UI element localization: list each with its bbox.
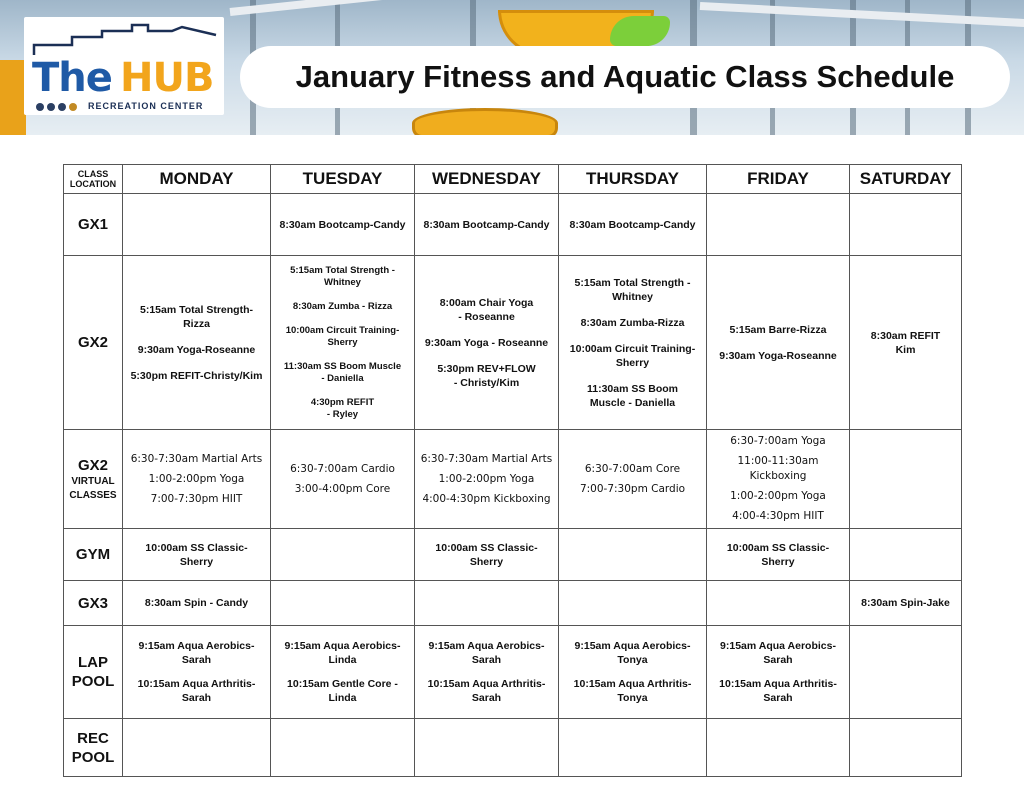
class-entry: 9:30am Yoga - Roseanne (424, 336, 549, 349)
schedule-cell (559, 626, 707, 719)
class-entry: 11:00-11:30am Kickboxing (737, 455, 819, 482)
class-entry: - Roseanne (458, 310, 515, 323)
class-list (415, 744, 558, 752)
class-entry: 5:15am Barre-Rizza (729, 323, 827, 336)
day-header-thursday: THURSDAY (559, 165, 707, 194)
class-entry: 10:00am SS Classic- (145, 541, 248, 554)
class-list (415, 214, 558, 236)
water-slide-graphic (412, 108, 558, 135)
schedule-cell (271, 626, 415, 719)
class-list (707, 744, 849, 752)
schedule-cell (271, 430, 415, 529)
hub-logo (24, 17, 224, 115)
location-cell (64, 430, 123, 529)
location-name: GX3 (77, 594, 108, 612)
class-list (559, 635, 706, 709)
schedule-cell (415, 626, 559, 719)
schedule-cell (123, 194, 271, 256)
class-entry: 8:30am REFIT (870, 329, 941, 342)
schedule-cell (271, 529, 415, 581)
schedule-cell (707, 194, 850, 256)
class-list (123, 744, 270, 752)
location-cell (64, 194, 123, 256)
logo-text-hub: HUB (120, 55, 214, 101)
class-list (123, 592, 270, 614)
class-entry: Linda (328, 692, 357, 704)
class-entry: Sarah (181, 692, 212, 704)
class-entry: 9:15am Aqua Aerobics- (720, 640, 836, 652)
schedule-cell (850, 626, 962, 719)
class-list (415, 537, 558, 573)
location-subtitle: VIRTUAL (71, 475, 115, 487)
class-entry: Tonya (617, 692, 648, 704)
schedule-row (64, 581, 962, 626)
class-entry: 6:30-7:00am Core (584, 462, 681, 475)
schedule-cell (559, 581, 707, 626)
schedule-cell (559, 719, 707, 777)
class-entry: 8:30am Bootcamp-Candy (569, 218, 696, 231)
class-entry: 10:15am Gentle Core - (287, 678, 398, 690)
class-entry: Sherry (615, 356, 650, 369)
class-list (707, 430, 849, 528)
location-name: GX1 (77, 216, 108, 233)
location-cell (64, 581, 123, 626)
schedule-cell (559, 430, 707, 529)
page-title: January Fitness and Aquatic Class Schedule (295, 59, 955, 94)
class-entry: Sarah (471, 654, 502, 666)
schedule-cell (559, 256, 707, 430)
location-name: GX2 (77, 334, 108, 351)
class-entry: 10:00am Circuit Training- (285, 324, 400, 336)
class-entry: Tonya (617, 654, 648, 666)
day-header-saturday: SATURDAY (850, 165, 962, 194)
class-entry: 10:15am Aqua Arthritis- (719, 678, 837, 690)
schedule-row (64, 626, 962, 719)
schedule-cell (707, 529, 850, 581)
schedule-cell (123, 256, 271, 430)
class-list (123, 299, 270, 387)
class-entry: 8:30am Zumba - Rizza (292, 300, 393, 312)
schedule-cell (850, 430, 962, 529)
schedule-cell (415, 256, 559, 430)
schedule-cell (271, 719, 415, 777)
class-entry: 5:15am Total Strength - (574, 276, 691, 289)
class-entry: 7:00-7:30pm Cardio (579, 482, 686, 495)
schedule-cell (559, 194, 707, 256)
class-list (707, 319, 849, 367)
header-banner (0, 0, 1024, 135)
table-header-row (64, 165, 962, 194)
location-cell (64, 256, 123, 430)
location-subtitle: CLASSES (69, 489, 117, 501)
location-name-line2: POOL (71, 673, 115, 690)
class-entry: 8:00am Chair Yoga (439, 296, 534, 309)
class-list (415, 635, 558, 709)
class-list (707, 537, 849, 573)
logo-badges (36, 103, 77, 111)
schedule-cell (850, 194, 962, 256)
schedule-row (64, 194, 962, 256)
class-entry: Linda (328, 654, 357, 666)
class-entry: Sarah (471, 692, 502, 704)
class-list (123, 537, 270, 573)
class-entry: 9:15am Aqua Aerobics- (284, 640, 401, 652)
class-entry: 6:30-7:30am Martial Arts (420, 452, 553, 465)
water-slide-graphic (610, 16, 670, 46)
schedule-cell (850, 256, 962, 430)
class-list (850, 668, 961, 676)
class-entry: 10:15am Aqua Arthritis- (137, 678, 256, 690)
schedule-cell (415, 194, 559, 256)
class-list (707, 635, 849, 709)
class-list (271, 214, 414, 236)
class-entry: 8:30am Bootcamp-Candy (423, 218, 550, 231)
class-entry: 10:00am Circuit Training- (569, 342, 696, 355)
class-entry: 9:15am Aqua Aerobics- (574, 640, 691, 652)
banner-beam (230, 0, 489, 16)
class-list (271, 635, 414, 709)
class-entry: 9:15am Aqua Aerobics- (138, 640, 255, 652)
class-list (271, 744, 414, 752)
schedule-cell (123, 430, 271, 529)
badge-icon (58, 103, 66, 111)
class-list (850, 744, 961, 752)
class-entry: 8:30am Spin - Candy (144, 597, 249, 609)
schedule-row (64, 719, 962, 777)
class-entry: Sherry (761, 555, 795, 568)
logo-text-the: The (32, 55, 112, 101)
class-entry: 6:30-7:30am Martial Arts (130, 452, 263, 465)
class-entry: 10:00am SS Classic- (726, 541, 830, 554)
class-entry: 6:30-7:00am Yoga (730, 435, 826, 447)
day-header-tuesday: TUESDAY (271, 165, 415, 194)
banner-beam (700, 2, 1024, 27)
schedule-cell (850, 581, 962, 626)
class-list (415, 292, 558, 394)
schedule-cell (707, 256, 850, 430)
location-name: GYM (75, 546, 111, 563)
class-entry: Rizza (183, 317, 210, 330)
location-header-line: CLASS (77, 169, 109, 179)
schedule-cell (271, 256, 415, 430)
class-entry: - Ryley (326, 408, 359, 420)
badge-icon (47, 103, 55, 111)
class-entry: 4:00-4:30pm Kickboxing (422, 492, 551, 505)
class-list (271, 551, 414, 559)
class-entry: 8:30am Zumba-Rizza (580, 316, 685, 329)
class-entry: 8:30am Bootcamp-Candy (279, 218, 406, 231)
schedule-cell (415, 719, 559, 777)
class-entry: 4:00-4:30pm HIIT (732, 510, 824, 522)
class-list (559, 272, 706, 414)
water-slide-graphic (0, 60, 26, 135)
class-list (707, 221, 849, 229)
class-entry: 6:30-7:00am Cardio (290, 462, 395, 475)
class-list (559, 744, 706, 752)
schedule-cell (123, 581, 271, 626)
schedule-row (64, 256, 962, 430)
schedule-cell (707, 581, 850, 626)
schedule-cell (123, 719, 271, 777)
class-entry: 1:00-2:00pm Yoga (438, 472, 535, 485)
class-list (707, 599, 849, 607)
schedule-cell (415, 529, 559, 581)
location-cell (64, 719, 123, 777)
class-entry: Muscle - Daniella (589, 396, 676, 409)
class-entry: Whitney (612, 290, 653, 303)
badge-icon (69, 103, 77, 111)
class-entry: 9:30am Yoga-Roseanne (137, 343, 256, 356)
schedule-cell (415, 430, 559, 529)
title-banner (240, 46, 1010, 108)
class-entry: 5:30pm REV+FLOW (437, 362, 536, 375)
class-entry: 11:30am SS Boom Muscle (283, 360, 402, 372)
class-entry: Sarah (763, 692, 793, 704)
class-entry: - Christy/Kim (453, 376, 520, 389)
class-entry: 7:00-7:30pm HIIT (150, 492, 243, 505)
class-entry: Sherry (179, 555, 214, 568)
schedule-cell (707, 719, 850, 777)
class-entry: Sarah (763, 654, 793, 666)
class-entry: 11:30am SS Boom (586, 382, 679, 395)
class-list (271, 458, 414, 501)
class-entry: Sherry (327, 336, 358, 348)
class-entry: 5:30pm REFIT-Christy/Kim (130, 369, 263, 382)
class-list (123, 221, 270, 229)
schedule-cell (123, 626, 271, 719)
class-entry: 5:15am Total Strength - (290, 264, 395, 276)
schedule-cell (123, 529, 271, 581)
class-entry: 4:30pm REFIT (310, 396, 375, 408)
location-name: LAP (78, 654, 108, 671)
class-list (850, 325, 961, 361)
class-list (559, 214, 706, 236)
class-entry: Kim (895, 343, 916, 356)
class-list (559, 599, 706, 607)
class-entry: 9:30am Yoga-Roseanne (719, 349, 837, 362)
schedule-cell (850, 719, 962, 777)
class-list (415, 599, 558, 607)
class-list (123, 635, 270, 709)
schedule-cell (271, 194, 415, 256)
schedule-cell (271, 581, 415, 626)
location-name-line2: POOL (71, 748, 115, 766)
schedule-row (64, 430, 962, 529)
day-header-friday: FRIDAY (707, 165, 850, 194)
class-list (850, 592, 961, 614)
class-entry: 10:00am SS Classic- (435, 541, 538, 554)
schedule-cell (415, 581, 559, 626)
class-list (559, 458, 706, 501)
class-list (850, 475, 961, 483)
logo-subtitle: RECREATION CENTER (88, 101, 204, 111)
class-list (850, 551, 961, 559)
schedule-cell (850, 529, 962, 581)
class-list (415, 448, 558, 511)
day-header-wednesday: WEDNESDAY (415, 165, 559, 194)
class-entry: 1:00-2:00pm Yoga (730, 490, 826, 502)
location-cell (64, 529, 123, 581)
class-entry: 3:00-4:00pm Core (294, 482, 391, 495)
class-entry: - Daniella (321, 372, 364, 384)
class-entry: 8:30am Spin-Jake (861, 597, 950, 609)
class-entry: 10:15am Aqua Arthritis- (427, 678, 546, 690)
day-header-monday: MONDAY (123, 165, 271, 194)
class-entry: Whitney (324, 276, 361, 288)
class-list (271, 599, 414, 607)
location-cell (64, 626, 123, 719)
badge-icon (36, 103, 44, 111)
skyline-icon (32, 23, 218, 57)
location-column-header (64, 165, 123, 194)
location-name: GX2 (77, 456, 108, 474)
schedule-row (64, 529, 962, 581)
class-entry: Sarah (181, 654, 212, 666)
class-list (850, 221, 961, 229)
class-entry: Sherry (469, 555, 504, 568)
class-entry: 1:00-2:00pm Yoga (148, 472, 245, 485)
schedule-cell (707, 430, 850, 529)
class-entry: 9:15am Aqua Aerobics- (428, 640, 545, 652)
class-list (271, 261, 414, 425)
class-schedule-table (63, 164, 962, 777)
class-entry: 5:15am Total Strength- (140, 303, 253, 316)
schedule-cell (559, 529, 707, 581)
location-name: REC (77, 729, 109, 747)
schedule-cell (707, 626, 850, 719)
location-header-line: LOCATION (69, 179, 117, 189)
class-list (123, 448, 270, 511)
class-entry: 10:15am Aqua Arthritis- (573, 678, 692, 690)
class-list (559, 551, 706, 559)
